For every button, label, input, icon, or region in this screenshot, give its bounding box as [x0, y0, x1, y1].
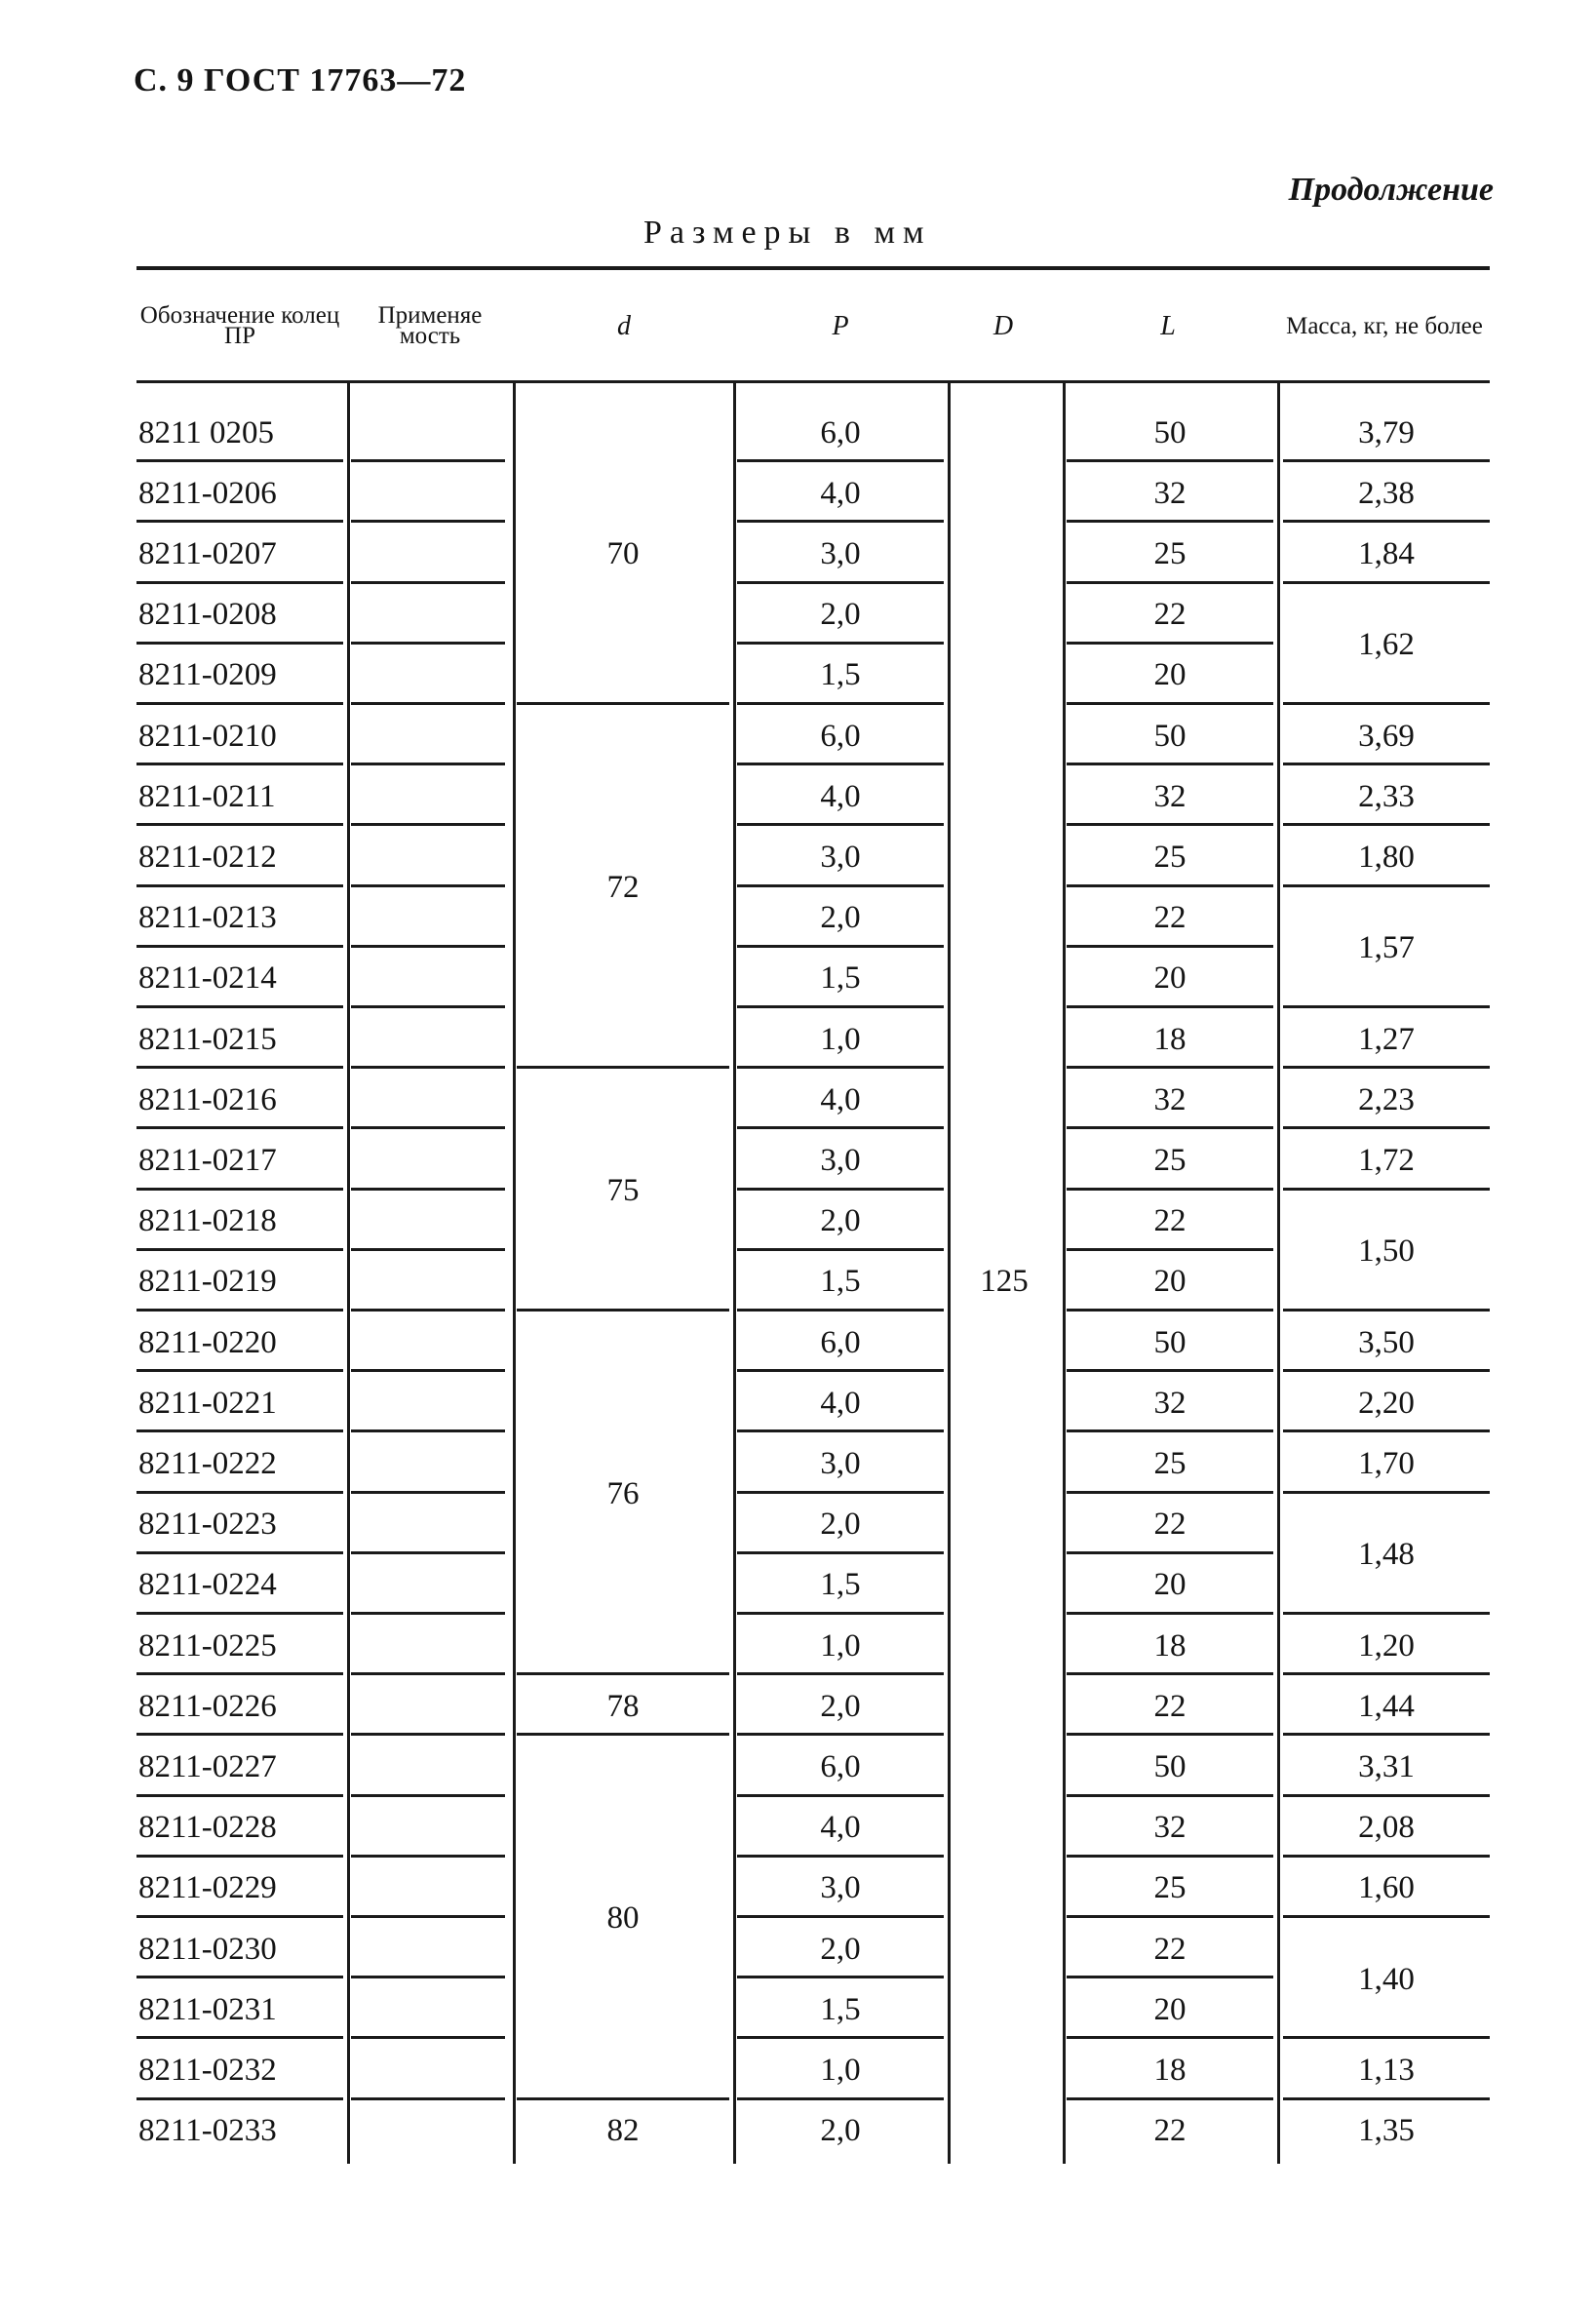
- group-rule: [1283, 823, 1490, 826]
- d-value: 78: [606, 1688, 640, 1724]
- ring-code: 8211-0223: [138, 1507, 277, 1543]
- ring-code: 8211-0226: [138, 1688, 277, 1724]
- row-rule: [1067, 1429, 1273, 1432]
- row-rule: [1067, 884, 1273, 887]
- row-rule: [1067, 1612, 1273, 1615]
- row-rule: [1067, 2097, 1273, 2100]
- row-rule: [737, 702, 944, 705]
- mass-value: 1,70: [1358, 1445, 1415, 1481]
- group-rule: [1283, 581, 1490, 584]
- row-rule: [737, 1369, 944, 1372]
- mass-value: 2,20: [1358, 1385, 1415, 1421]
- header-rule: [136, 380, 1490, 383]
- row-rule: [351, 884, 505, 887]
- row-rule: [136, 702, 343, 705]
- l-value: 22: [1153, 597, 1187, 633]
- row-rule: [136, 823, 343, 826]
- p-value: 4,0: [820, 1385, 861, 1421]
- l-value: 22: [1153, 1931, 1187, 1967]
- group-rule: [1283, 763, 1490, 765]
- l-value: 18: [1153, 1627, 1187, 1664]
- l-value: 32: [1153, 1810, 1187, 1846]
- d-value: 75: [606, 1173, 640, 1209]
- p-value: 3,0: [820, 1445, 861, 1481]
- ring-code: 8211-0215: [138, 1021, 277, 1057]
- group-rule: [1283, 2097, 1490, 2100]
- group-rule: [1283, 1733, 1490, 1736]
- row-rule: [1067, 763, 1273, 765]
- column-divider: [733, 382, 736, 2164]
- l-value: 32: [1153, 475, 1187, 511]
- group-rule: [1283, 1915, 1490, 1918]
- l-value: 20: [1153, 1567, 1187, 1603]
- row-rule: [351, 945, 505, 948]
- ring-code: 8211-0227: [138, 1748, 277, 1784]
- l-value: 20: [1153, 960, 1187, 997]
- l-value: 25: [1153, 1445, 1187, 1481]
- row-rule: [737, 459, 944, 462]
- header-mass: Масса, кг, не более: [1286, 312, 1483, 339]
- row-rule: [1067, 702, 1273, 705]
- l-value: 25: [1153, 535, 1187, 571]
- row-rule: [1067, 1915, 1273, 1918]
- row-rule: [351, 1248, 505, 1251]
- row-rule: [351, 763, 505, 765]
- p-value: 4,0: [820, 1081, 861, 1117]
- p-value: 2,0: [820, 1688, 861, 1724]
- ring-code: 8211-0221: [138, 1385, 277, 1421]
- p-value: 1,0: [820, 1627, 861, 1664]
- l-value: 50: [1153, 1748, 1187, 1784]
- row-rule: [737, 884, 944, 887]
- p-value: 2,0: [820, 1507, 861, 1543]
- row-rule: [737, 1551, 944, 1554]
- ring-code: 8211-0231: [138, 1991, 277, 2027]
- l-value: 22: [1153, 1203, 1187, 1239]
- p-value: 2,0: [820, 1203, 861, 1239]
- row-rule: [351, 1188, 505, 1191]
- p-value: 1,0: [820, 2052, 861, 2088]
- d-value: 80: [606, 1900, 640, 1937]
- group-rule: [1283, 702, 1490, 705]
- row-rule: [351, 1309, 505, 1312]
- row-rule: [1067, 2036, 1273, 2039]
- row-rule: [1067, 520, 1273, 523]
- p-value: 2,0: [820, 597, 861, 633]
- ring-code: 8211 0205: [138, 414, 275, 450]
- d-value: 82: [606, 2113, 640, 2149]
- row-rule: [351, 1066, 505, 1069]
- row-rule: [136, 884, 343, 887]
- row-rule: [136, 459, 343, 462]
- row-rule: [351, 702, 505, 705]
- group-rule: [517, 702, 729, 705]
- row-rule: [136, 1672, 343, 1675]
- ring-code: 8211-0229: [138, 1870, 277, 1906]
- row-rule: [737, 2097, 944, 2100]
- p-value: 1,5: [820, 1264, 861, 1300]
- ring-code: 8211-0232: [138, 2052, 277, 2088]
- row-rule: [351, 823, 505, 826]
- d-value: 72: [606, 870, 640, 906]
- row-rule: [136, 1733, 343, 1736]
- row-rule: [136, 1066, 343, 1069]
- group-rule: [517, 1672, 729, 1675]
- p-value: 4,0: [820, 475, 861, 511]
- row-rule: [351, 1005, 505, 1008]
- l-value: 32: [1153, 1385, 1187, 1421]
- group-rule: [517, 1066, 729, 1069]
- row-rule: [737, 1491, 944, 1494]
- l-value: 25: [1153, 839, 1187, 875]
- row-rule: [136, 1915, 343, 1918]
- row-rule: [737, 1126, 944, 1129]
- mass-value: 2,08: [1358, 1810, 1415, 1846]
- continuation-label: Продолжение: [1288, 172, 1494, 208]
- row-rule: [351, 1612, 505, 1615]
- p-value: 4,0: [820, 1810, 861, 1846]
- d-value: 70: [606, 536, 640, 571]
- mass-value: 1,48: [1358, 1537, 1415, 1573]
- p-value: 2,0: [820, 900, 861, 936]
- p-value: 1,5: [820, 960, 861, 997]
- group-rule: [1283, 2036, 1490, 2039]
- p-value: 1,5: [820, 1567, 861, 1603]
- group-rule: [1283, 459, 1490, 462]
- row-rule: [1067, 1976, 1273, 1978]
- d-value: 76: [606, 1476, 640, 1512]
- row-rule: [1067, 945, 1273, 948]
- row-rule: [351, 459, 505, 462]
- header-D: D: [993, 310, 1014, 341]
- mass-value: 2,33: [1358, 778, 1415, 814]
- mass-value: 1,20: [1358, 1627, 1415, 1664]
- l-value: 32: [1153, 778, 1187, 814]
- l-value: 22: [1153, 2113, 1187, 2149]
- row-rule: [1067, 1005, 1273, 1008]
- row-rule: [1067, 1248, 1273, 1251]
- ring-code: 8211-0222: [138, 1445, 277, 1481]
- ring-code: 8211-0214: [138, 960, 277, 997]
- ring-code: 8211-0233: [138, 2113, 277, 2149]
- row-rule: [1067, 642, 1273, 645]
- p-value: 1,5: [820, 657, 861, 693]
- row-rule: [136, 1005, 343, 1008]
- row-rule: [1067, 581, 1273, 584]
- ring-code: 8211-0206: [138, 475, 277, 511]
- ring-code: 8211-0228: [138, 1810, 277, 1846]
- row-rule: [1067, 459, 1273, 462]
- ring-code: 8211-0209: [138, 657, 277, 693]
- row-rule: [737, 520, 944, 523]
- row-rule: [136, 1855, 343, 1858]
- p-value: 3,0: [820, 1870, 861, 1906]
- l-value: 20: [1153, 657, 1187, 693]
- row-rule: [136, 1794, 343, 1797]
- ring-code: 8211-0216: [138, 1081, 277, 1117]
- group-rule: [1283, 1188, 1490, 1191]
- p-value: 3,0: [820, 535, 861, 571]
- mass-value: 3,50: [1358, 1324, 1415, 1360]
- units-caption: Размеры в мм: [643, 215, 932, 251]
- group-rule: [1283, 1672, 1490, 1675]
- group-rule: [517, 1733, 729, 1736]
- l-value: 25: [1153, 1870, 1187, 1906]
- row-rule: [136, 2097, 343, 2100]
- row-rule: [351, 1794, 505, 1797]
- l-value: 18: [1153, 1021, 1187, 1057]
- row-rule: [351, 1915, 505, 1918]
- row-rule: [737, 1612, 944, 1615]
- ring-code: 8211-0219: [138, 1264, 277, 1300]
- l-value: 20: [1153, 1264, 1187, 1300]
- row-rule: [1067, 1188, 1273, 1191]
- ring-code: 8211-0212: [138, 839, 277, 875]
- mass-value: 3,69: [1358, 718, 1415, 754]
- p-value: 4,0: [820, 778, 861, 814]
- row-rule: [737, 2036, 944, 2039]
- l-value: 22: [1153, 1507, 1187, 1543]
- row-rule: [136, 1126, 343, 1129]
- header-d: d: [617, 310, 631, 341]
- row-rule: [1067, 1066, 1273, 1069]
- row-rule: [1067, 1672, 1273, 1675]
- l-value: 25: [1153, 1142, 1187, 1178]
- group-rule: [517, 1309, 729, 1312]
- l-value: 32: [1153, 1081, 1187, 1117]
- mass-value: 1,60: [1358, 1870, 1415, 1906]
- mass-value: 3,31: [1358, 1748, 1415, 1784]
- row-rule: [1067, 1855, 1273, 1858]
- row-rule: [136, 945, 343, 948]
- ring-code: 8211-0230: [138, 1931, 277, 1967]
- group-rule: [1283, 884, 1490, 887]
- mass-value: 1,27: [1358, 1021, 1415, 1057]
- mass-value: 3,79: [1358, 414, 1415, 450]
- mass-value: 2,38: [1358, 475, 1415, 511]
- ring-code: 8211-0208: [138, 597, 277, 633]
- p-value: 3,0: [820, 839, 861, 875]
- row-rule: [737, 1915, 944, 1918]
- row-rule: [136, 763, 343, 765]
- row-rule: [737, 823, 944, 826]
- mass-value: 1,35: [1358, 2113, 1415, 2149]
- row-rule: [351, 1551, 505, 1554]
- p-value: 2,0: [820, 2113, 861, 2149]
- row-rule: [351, 2036, 505, 2039]
- page-header: С. 9 ГОСТ 17763—72: [134, 62, 467, 98]
- row-rule: [351, 1369, 505, 1372]
- ring-code: 8211-0217: [138, 1142, 277, 1178]
- mass-value: 1,57: [1358, 930, 1415, 966]
- row-rule: [1067, 1369, 1273, 1372]
- l-value: 50: [1153, 718, 1187, 754]
- header-P: P: [832, 310, 849, 341]
- row-rule: [136, 1429, 343, 1432]
- row-rule: [737, 1005, 944, 1008]
- p-value: 6,0: [820, 1748, 861, 1784]
- l-value: 22: [1153, 900, 1187, 936]
- row-rule: [737, 1733, 944, 1736]
- ring-code: 8211-0224: [138, 1567, 277, 1603]
- l-value: 20: [1153, 1991, 1187, 2027]
- l-value: 50: [1153, 414, 1187, 450]
- row-rule: [136, 1976, 343, 1978]
- row-rule: [737, 1429, 944, 1432]
- row-rule: [351, 642, 505, 645]
- row-rule: [351, 1855, 505, 1858]
- mass-value: 1,13: [1358, 2052, 1415, 2088]
- l-value: 50: [1153, 1324, 1187, 1360]
- row-rule: [351, 1733, 505, 1736]
- mass-value: 1,72: [1358, 1142, 1415, 1178]
- row-rule: [1067, 1309, 1273, 1312]
- row-rule: [136, 581, 343, 584]
- group-rule: [1283, 1612, 1490, 1615]
- row-rule: [1067, 1794, 1273, 1797]
- row-rule: [136, 1309, 343, 1312]
- ring-code: 8211-0225: [138, 1627, 277, 1664]
- row-rule: [1067, 1733, 1273, 1736]
- row-rule: [351, 1491, 505, 1494]
- row-rule: [737, 763, 944, 765]
- l-value: 18: [1153, 2052, 1187, 2088]
- row-rule: [136, 2036, 343, 2039]
- group-rule: [1283, 1369, 1490, 1372]
- row-rule: [351, 581, 505, 584]
- row-rule: [136, 1491, 343, 1494]
- row-rule: [136, 1248, 343, 1251]
- ring-code: 8211-0210: [138, 718, 277, 754]
- column-divider: [513, 382, 516, 2164]
- row-rule: [351, 520, 505, 523]
- row-rule: [136, 1612, 343, 1615]
- row-rule: [136, 1188, 343, 1191]
- mass-value: 1,40: [1358, 1961, 1415, 1997]
- column-divider: [1063, 382, 1066, 2164]
- p-value: 6,0: [820, 414, 861, 450]
- p-value: 3,0: [820, 1142, 861, 1178]
- row-rule: [737, 1794, 944, 1797]
- row-rule: [136, 642, 343, 645]
- row-rule: [351, 1672, 505, 1675]
- row-rule: [737, 1188, 944, 1191]
- header-applicability: Применяе мость: [377, 302, 483, 349]
- header-L: L: [1160, 310, 1176, 341]
- p-value: 6,0: [820, 1324, 861, 1360]
- row-rule: [1067, 1491, 1273, 1494]
- D-value: 125: [980, 1264, 1029, 1300]
- mass-value: 1,84: [1358, 535, 1415, 571]
- row-rule: [1067, 1126, 1273, 1129]
- header-code: Обозначение колец ПР: [139, 302, 340, 349]
- row-rule: [737, 945, 944, 948]
- mass-value: 1,44: [1358, 1688, 1415, 1724]
- row-rule: [136, 1369, 343, 1372]
- row-rule: [737, 581, 944, 584]
- group-rule: [1283, 1005, 1490, 1008]
- row-rule: [351, 1126, 505, 1129]
- row-rule: [737, 1672, 944, 1675]
- row-rule: [351, 2097, 505, 2100]
- row-rule: [737, 1309, 944, 1312]
- group-rule: [517, 2097, 729, 2100]
- row-rule: [737, 1248, 944, 1251]
- group-rule: [1283, 1429, 1490, 1432]
- group-rule: [1283, 1855, 1490, 1858]
- row-rule: [351, 1429, 505, 1432]
- mass-value: 1,50: [1358, 1233, 1415, 1270]
- ring-code: 8211-0213: [138, 900, 277, 936]
- row-rule: [1067, 1551, 1273, 1554]
- column-divider: [1277, 382, 1280, 2164]
- row-rule: [136, 520, 343, 523]
- p-value: 1,0: [820, 1021, 861, 1057]
- row-rule: [351, 1976, 505, 1978]
- row-rule: [737, 1855, 944, 1858]
- row-rule: [1067, 823, 1273, 826]
- row-rule: [136, 1551, 343, 1554]
- group-rule: [1283, 1066, 1490, 1069]
- ring-code: 8211-0220: [138, 1324, 277, 1360]
- l-value: 22: [1153, 1688, 1187, 1724]
- ring-code: 8211-0218: [138, 1203, 277, 1239]
- mass-value: 1,62: [1358, 627, 1415, 663]
- p-value: 2,0: [820, 1931, 861, 1967]
- group-rule: [1283, 520, 1490, 523]
- row-rule: [737, 1066, 944, 1069]
- p-value: 6,0: [820, 718, 861, 754]
- ring-code: 8211-0211: [138, 778, 276, 814]
- group-rule: [1283, 1794, 1490, 1797]
- column-divider: [347, 382, 350, 2164]
- table-top-rule: [136, 266, 1490, 270]
- row-rule: [737, 642, 944, 645]
- group-rule: [1283, 1309, 1490, 1312]
- row-rule: [737, 1976, 944, 1978]
- mass-value: 2,23: [1358, 1081, 1415, 1117]
- group-rule: [1283, 1491, 1490, 1494]
- group-rule: [1283, 1126, 1490, 1129]
- mass-value: 1,80: [1358, 839, 1415, 875]
- ring-code: 8211-0207: [138, 535, 277, 571]
- p-value: 1,5: [820, 1991, 861, 2027]
